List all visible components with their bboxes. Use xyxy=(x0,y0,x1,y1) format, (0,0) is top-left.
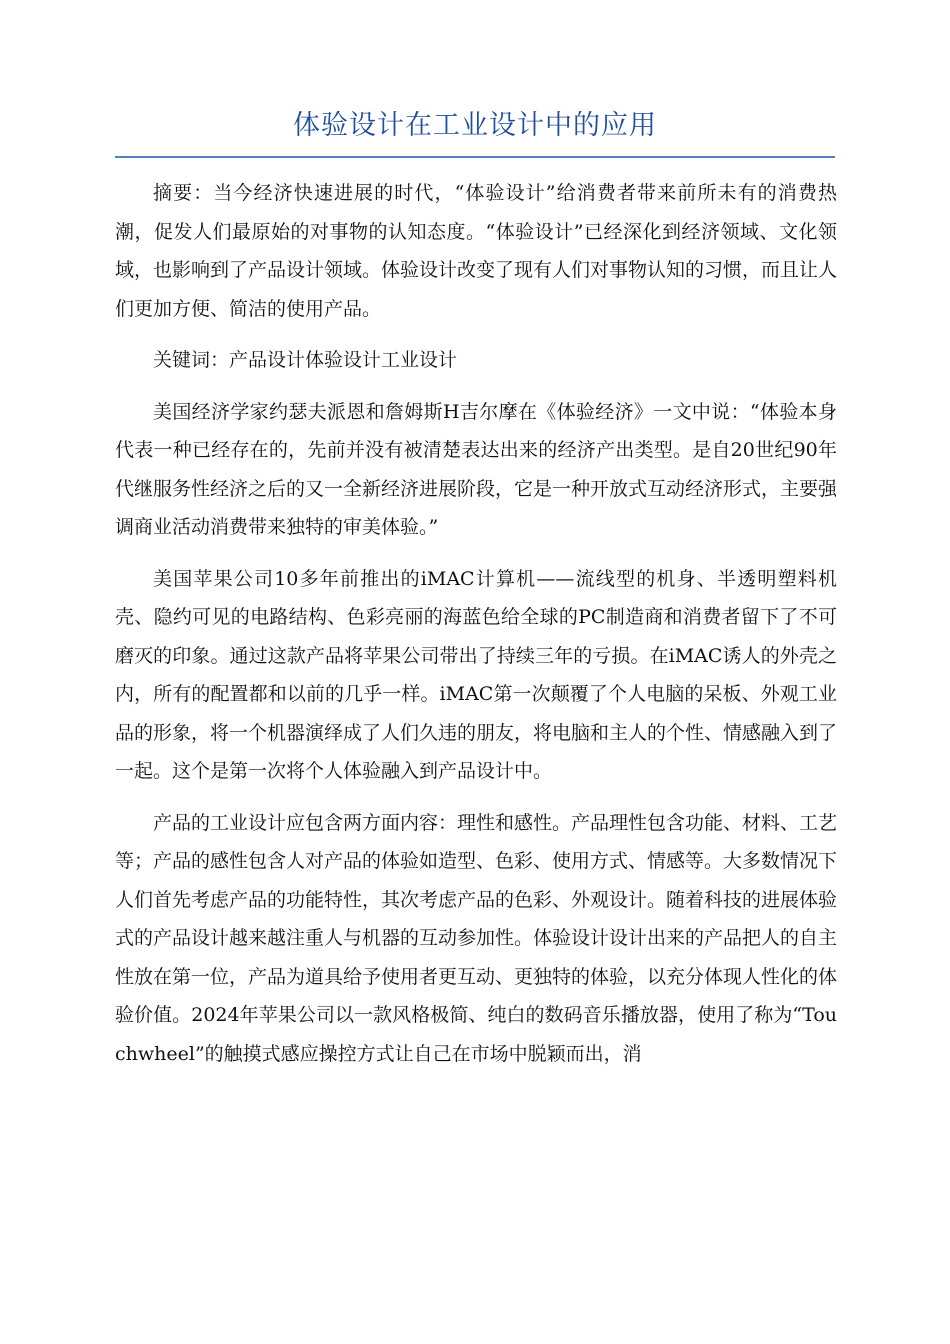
body-paragraph-imac: 美国苹果公司10多年前推出的iMAC计算机——流线型的机身、半透明塑料机壳、隐约可见的电路结构、色彩亮丽的海蓝色给全球的PC制造商和消费者留下了不可磨灭的印象。通过这款产品将苹果公司带出了持续三年的亏损。在iMAC诱人的外壳之内，所有的配置都和以前的几乎一样。iMAC第一次颠覆了个人电脑的呆板、外观工业品的形象，将一个机器演绎成了人们久违的朋友，将电脑和主人的个性、情感融入到了一起。这个是第一次将个人体验融入到产品设计中。 xyxy=(115,567,838,782)
document-title: 体验设计在工业设计中的应用 xyxy=(293,110,657,141)
keywords-paragraph: 关键词：产品设计体验设计工业设计 xyxy=(153,349,458,371)
body-paragraph-industrial-design: 产品的工业设计应包含两方面内容：理性和感性。产品理性包含功能、材料、工艺等；产品的感性包含人对产品的体验如造型、色彩、使用方式、情感等。大多数情况下人们首先考虑产品的功能特性，其次考虑产品的色彩、外观设计。随着科技的进展体验式的产品设计越来越注重人与机器的互动参加性。体验设计设计出来的产品把人的自主性放在第一位，产品为道具给予使用者更互动、更独特的体验，以充分体现人性化的体验价值。2024年苹果公司以一款风格极简、纯白的数码音乐播放器，使用了称为“Touchwheel”的触摸式感应操控方式让自己在市场中脱颖而出，消 xyxy=(115,811,838,1065)
document-body xyxy=(115,174,837,1086)
abstract-paragraph: 摘要：当今经济快速进展的时代，“体验设计”给消费者带来前所未有的消费热潮，促发人们最原始的对事物的认知态度。“体验设计”已经深化到经济领域、文化领域，也影响到了产品设计领域。体验设计改变了现有人们对事物认知的习惯，而且让人们更加方便、简洁的使用产品。 xyxy=(115,182,838,320)
body-paragraph-experience-economy: 美国经济学家约瑟夫派恩和詹姆斯H吉尔摩在《体验经济》一文中说：“体验本身代表一种已经存在的，先前并没有被清楚表达出来的经济产出类型。是自20世纪90年代继服务性经济之后的又一全新经济进展阶段，它是一种开放式互动经济形式，主要强调商业活动消费带来独特的审美体验。” xyxy=(115,400,838,538)
title-block xyxy=(115,104,835,158)
